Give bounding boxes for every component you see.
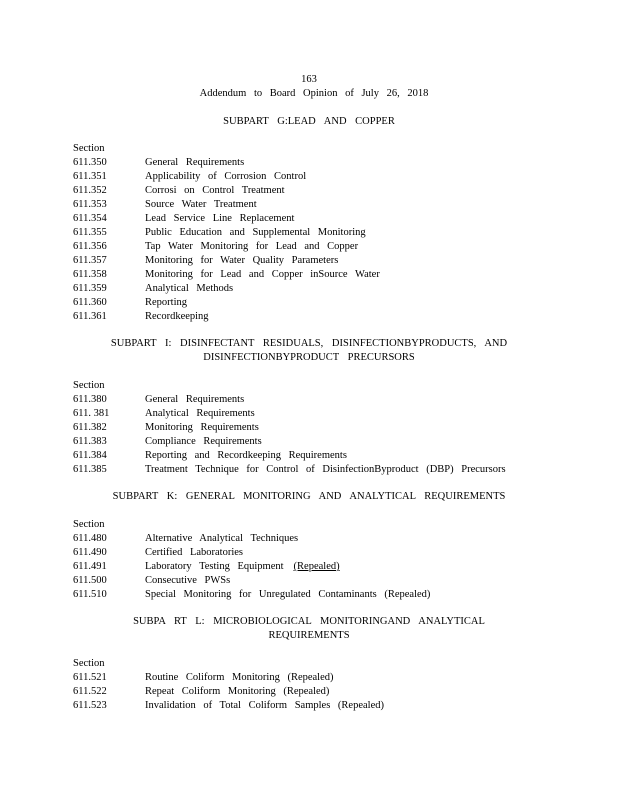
subpart-k-heading: SUBPART K: GENERAL MONITORING AND ANALYTICAL REQUIREMENTS — [112, 491, 506, 502]
table-row — [73, 588, 573, 602]
section-title: Reporting and Recordkeeping Requirements — [145, 450, 347, 461]
section-label: Section — [73, 519, 105, 530]
section-number: 611.354 — [73, 213, 107, 224]
section-number: 611.351 — [73, 171, 107, 182]
document-header: Addendum to Board Opinion of July 26, 2018 — [199, 88, 429, 99]
section-number: 611.350 — [73, 157, 107, 168]
section-number: 611.510 — [73, 589, 107, 600]
section-number: 611.355 — [73, 227, 107, 238]
section-number: 611.385 — [73, 464, 107, 475]
section-title: Certified Laboratories — [145, 547, 244, 558]
section-number: 611.357 — [73, 255, 107, 266]
section-number: 611.384 — [73, 450, 107, 461]
section-title: Public Education and Supplemental Monitoring — [145, 227, 366, 238]
table-row — [73, 212, 573, 226]
subpart-i-heading-line2: DISINFECTIONBYPRODUCT PRECURSORS — [203, 352, 415, 363]
table-row — [73, 407, 573, 421]
table-row — [73, 254, 573, 268]
section-number: 611.360 — [73, 297, 107, 308]
section-number: 611.356 — [73, 241, 107, 252]
table-row — [73, 310, 573, 324]
repealed-note: (Repealed) — [293, 561, 340, 572]
section-title: Source Water Treatment — [145, 199, 257, 210]
section-number: 611.352 — [73, 185, 107, 196]
section-title: Reporting — [145, 297, 187, 308]
section-title: Monitoring for Water Quality Parameters — [145, 255, 339, 266]
section-number: 611.353 — [73, 199, 107, 210]
section-title: Analytical Methods — [145, 283, 234, 294]
table-row — [73, 532, 573, 546]
table-row — [73, 560, 573, 574]
section-number: 611.500 — [73, 575, 107, 586]
table-row — [73, 421, 573, 435]
section-number: 611.380 — [73, 394, 107, 405]
section-number: 611.358 — [73, 269, 107, 280]
section-title: Monitoring Requirements — [145, 422, 259, 433]
table-row — [73, 170, 573, 184]
section-number: 611.522 — [73, 686, 107, 697]
table-row — [73, 685, 573, 699]
section-title: Analytical Requirements — [145, 408, 255, 419]
table-row — [73, 463, 573, 477]
subpart-l-heading: SUBPA RT L: MICROBIOLOGICAL MONITORINGAND ANALYTICAL — [133, 616, 485, 627]
subpart-g-heading: SUBPART G:LEAD AND COPPER — [223, 116, 395, 127]
section-title: Invalidation of Total Coliform Samples (Repealed) — [145, 700, 384, 711]
table-row — [73, 240, 573, 254]
section-number: 611.521 — [73, 672, 107, 683]
table-row — [73, 184, 573, 198]
section-title: Consecutive PWSs — [145, 575, 231, 586]
table-row — [73, 699, 573, 713]
table-row — [73, 449, 573, 463]
subpart-i-heading: SUBPART I: DISINFECTANT RESIDUALS, DISINFECTIONBYPRODUCTS, AND — [110, 338, 508, 349]
section-title: Recordkeeping — [145, 311, 209, 322]
table-row — [73, 156, 573, 170]
subpart-l-section-list — [73, 657, 573, 713]
section-title: Tap Water Monitoring for Lead and Copper — [145, 241, 359, 252]
section-label: Section — [73, 658, 105, 669]
section-title: Laboratory Testing Equipment — [145, 561, 284, 572]
section-title: Alternative Analytical Techniques — [145, 533, 299, 544]
table-row — [73, 546, 573, 560]
section-label: Section — [73, 143, 105, 154]
section-title: Corrosi on Control Treatment — [145, 185, 285, 196]
section-title: Monitoring for Lead and Copper inSource Water — [145, 269, 380, 280]
section-title: Repeat Coliform Monitoring (Repealed) — [145, 686, 330, 697]
table-row — [73, 296, 573, 310]
section-number: 611.490 — [73, 547, 107, 558]
table-row — [73, 198, 573, 212]
section-number: 611.491 — [73, 561, 107, 572]
section-title: Compliance Requirements — [145, 436, 262, 447]
section-number: 611.383 — [73, 436, 107, 447]
table-row — [73, 435, 573, 449]
section-title: Special Monitoring for Unregulated Contaminants (Repealed) — [145, 589, 431, 600]
table-row — [73, 282, 573, 296]
section-title: General Requirements — [145, 157, 245, 168]
section-title: Lead Service Line Replacement — [145, 213, 295, 224]
section-number: 611.480 — [73, 533, 107, 544]
subpart-g-section-list — [73, 142, 573, 324]
section-title: Treatment Technique for Control of DisinfectionByproduct (DBP) Precursors — [145, 464, 506, 475]
table-row — [73, 671, 573, 685]
section-title: General Requirements — [145, 394, 245, 405]
section-number: 611. 381 — [73, 408, 110, 419]
section-title: Routine Coliform Monitoring (Repealed) — [145, 672, 334, 683]
section-title: Applicability of Corrosion Control — [145, 171, 307, 182]
subpart-i-section-list — [73, 379, 573, 477]
section-label: Section — [73, 380, 105, 391]
section-number: 611.361 — [73, 311, 107, 322]
table-row — [73, 226, 573, 240]
section-number: 611.359 — [73, 283, 107, 294]
section-number: 611.382 — [73, 422, 107, 433]
table-row — [73, 268, 573, 282]
table-row — [73, 574, 573, 588]
subpart-l-heading-line2: REQUIREMENTS — [268, 630, 350, 641]
section-number: 611.523 — [73, 700, 107, 711]
subpart-k-section-list — [73, 518, 573, 602]
table-row — [73, 393, 573, 407]
page-number: 163 — [301, 74, 317, 85]
